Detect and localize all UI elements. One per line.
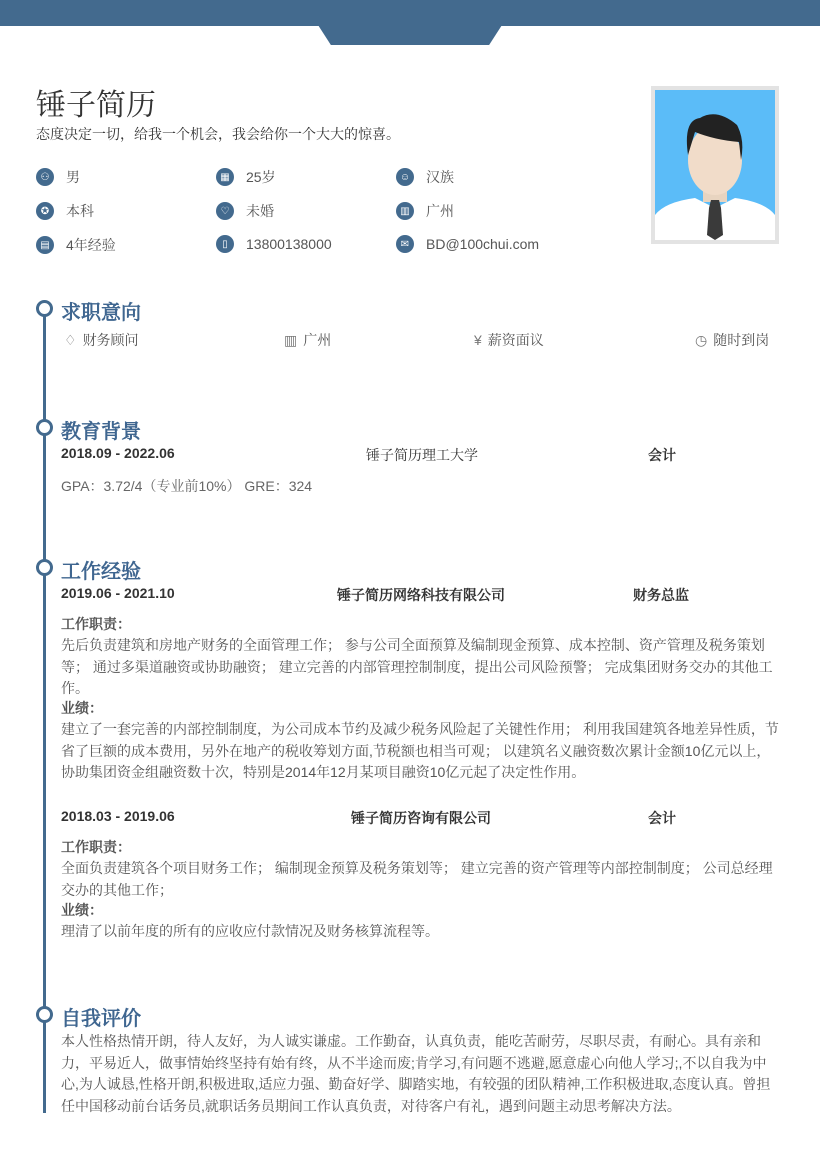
info-item xyxy=(396,201,454,221)
info-item xyxy=(36,201,94,221)
info-text: 本科 xyxy=(66,203,94,219)
gender-icon: ⚇ xyxy=(36,168,54,186)
info-text: 4年经验 xyxy=(66,237,116,253)
building-icon: ▥ xyxy=(284,331,298,348)
intent-text: 随时到岗 xyxy=(713,332,770,348)
info-item xyxy=(216,235,332,253)
duty-text: 先后负责建筑和房地产财务的全面管理工作； 参与公司全面预算及编制现金预算、成本控制、资产管理及税务策划等； 通过多渠道融资或协助融资； 建立完善的内部管理控制制度，提出公司风险预警； 完成集团财务交办的其他工作。 xyxy=(61,637,773,696)
person-icon: ☺ xyxy=(396,168,414,186)
section-self-title: 自我评价 xyxy=(61,1008,141,1030)
info-item xyxy=(36,167,80,187)
info-item xyxy=(216,201,274,221)
job-position: 财务总监 xyxy=(633,587,689,603)
header-band xyxy=(0,0,820,26)
motto: 态度决定一切，给我一个机会，我会给你一个大大的惊喜。 xyxy=(36,126,400,142)
duty-text: 全面负责建筑各个项目财务工作； 编制现金预算及税务策划等； 建立完善的资产管理等内部控制制度； 公司总经理交办的其他工作； xyxy=(61,860,773,898)
yen-icon: ¥ xyxy=(474,332,482,348)
graduation-icon: ✪ xyxy=(36,202,54,220)
edu-detail: GPA：3.72/4（专业前10%） GRE：324 xyxy=(61,478,313,494)
info-item xyxy=(396,167,454,187)
section-marker xyxy=(36,559,53,576)
info-text: 13800138000 xyxy=(246,236,332,252)
tie-icon: ♢ xyxy=(64,331,77,348)
edu-major: 会计 xyxy=(648,447,676,463)
duty-label: 工作职责： xyxy=(61,839,131,855)
resume-name: 锤子简历 xyxy=(36,89,156,122)
intent-text: 财务顾问 xyxy=(82,332,139,348)
info-text: BD@100chui.com xyxy=(426,236,540,252)
edu-period: 2018.09 - 2022.06 xyxy=(61,445,175,461)
result-label: 业绩： xyxy=(61,700,103,716)
clipboard-icon: ▤ xyxy=(36,236,54,254)
self-evaluation-text: 本人性格热情开朗，待人友好，为人诚实谦虚。工作勤奋，认真负责，能吃苦耐劳，尽职尽责，有耐心。具有亲和力，平易近人，做事情始终坚持有始有终，从不半途而废;肯学习,有问题不逃避,愿意虚心向他人学习;,不以自我为中心,为人诚恳,性格开朗,积极进取,适应力强、勤奋好学、脚踏实地，有较强的团队精神,工作积极进取,态度认真。曾担任中国移动前台话务员,就职话务员期间工作认真负责，对待客户有礼，遇到问题主动思考解决方法。 xyxy=(61,1033,771,1114)
section-marker xyxy=(36,419,53,436)
info-text: 男 xyxy=(66,169,80,185)
info-text: 广州 xyxy=(426,203,454,219)
info-item xyxy=(396,235,539,253)
info-text: 25岁 xyxy=(246,169,276,185)
intent-item xyxy=(64,330,139,350)
intent-item xyxy=(695,330,769,350)
duty-label: 工作职责： xyxy=(61,616,131,632)
header-tab xyxy=(318,25,502,45)
section-intent-title: 求职意向 xyxy=(61,302,141,324)
intent-text: 薪资面议 xyxy=(487,332,544,348)
intent-item xyxy=(284,330,331,350)
job-company: 锤子简历咨询有限公司 xyxy=(351,810,491,826)
phone-icon: ▯ xyxy=(216,235,234,253)
section-marker xyxy=(36,300,53,317)
info-item xyxy=(36,235,116,255)
intent-text: 广州 xyxy=(303,332,332,348)
result-text: 理清了以前年度的所有的应收应付款情况及财务核算流程等。 xyxy=(61,923,439,939)
calendar-icon: ▦ xyxy=(216,168,234,186)
intent-item xyxy=(474,330,544,350)
result-text: 建立了一套完善的内部控制制度，为公司成本节约及减少税务风险起了关键性作用； 利用我国建筑各地差异性质，节省了巨额的成本费用，另外在地产的税收筹划方面,节税额也相当可观； 以建筑名义融资数次累计金额10亿元以上，协助集团资金组融资数十次，特别是2014年12月某项目融资10亿元起了决定性作用。 xyxy=(61,721,779,780)
section-work-title: 工作经验 xyxy=(61,561,141,583)
section-marker xyxy=(36,1006,53,1023)
edu-school: 锤子简历理工大学 xyxy=(366,447,478,463)
mail-icon: ✉ xyxy=(396,235,414,253)
info-text: 汉族 xyxy=(426,169,454,185)
profile-photo xyxy=(651,86,779,244)
result-label: 业绩： xyxy=(61,902,103,918)
job-company: 锤子简历网络科技有限公司 xyxy=(337,587,505,603)
info-item xyxy=(216,167,276,187)
job-period: 2019.06 - 2021.10 xyxy=(61,585,175,601)
info-text: 未婚 xyxy=(246,203,274,219)
heart-icon: ♡ xyxy=(216,202,234,220)
building-icon: ▥ xyxy=(396,202,414,220)
section-education-title: 教育背景 xyxy=(61,421,141,443)
job-position: 会计 xyxy=(648,810,676,826)
clock-icon: ◷ xyxy=(695,331,708,348)
job-period: 2018.03 - 2019.06 xyxy=(61,808,175,824)
